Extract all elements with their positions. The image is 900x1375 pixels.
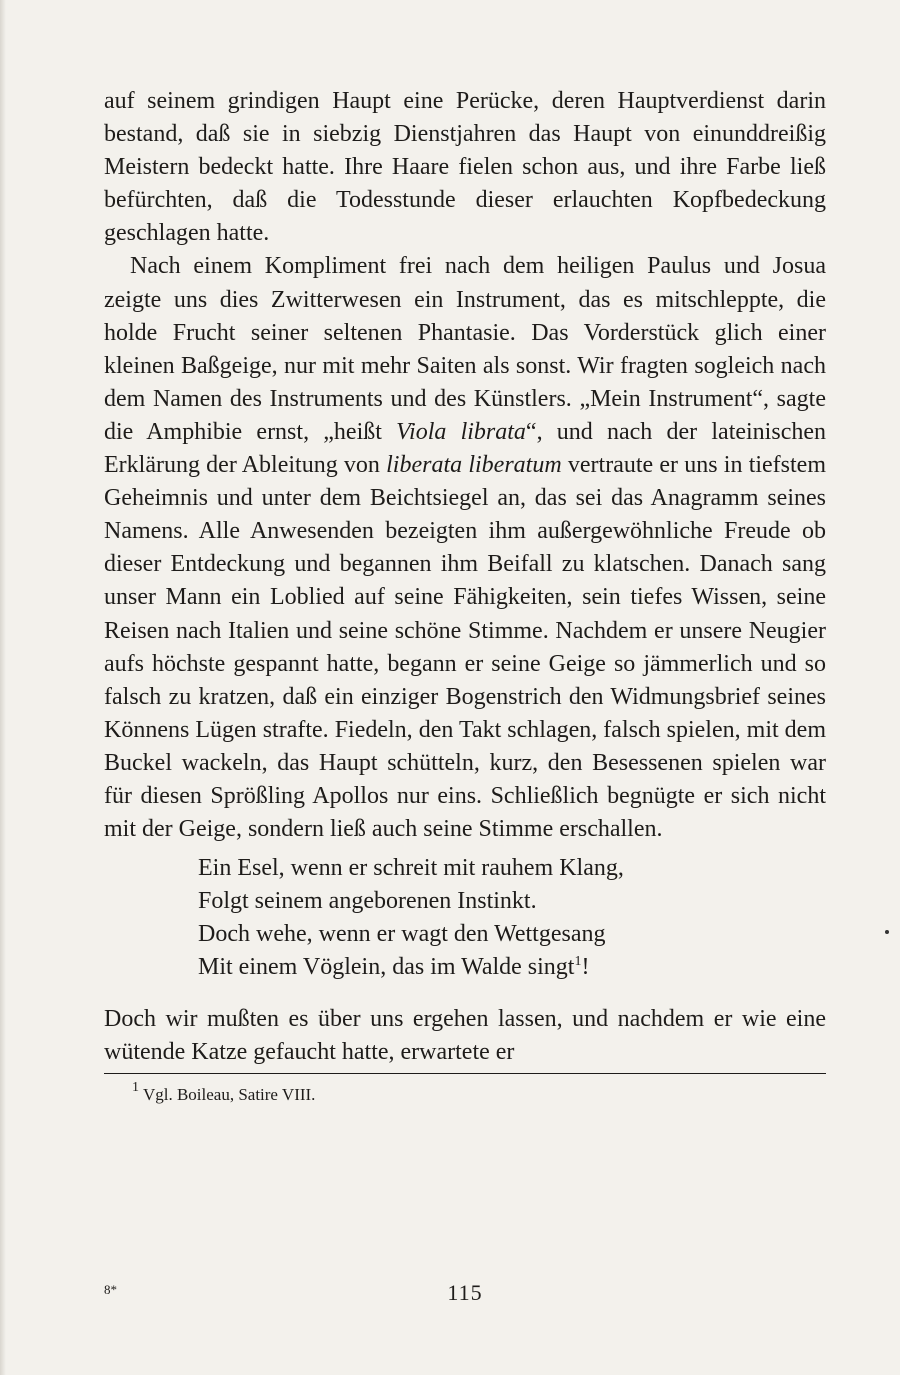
page-number: 115 [447,1280,483,1305]
text-run: “, und nach der lateinischen Erklärung der Ableitung von [104,418,826,479]
body-paragraph [104,85,826,250]
closing-paragraph: Doch wir mußten es über uns ergehen lassen, und nachdem er wie eine wütende Katze gefaucht hatte, erwartete er [104,1005,826,1065]
verse-line: Folgt seinem angeborenen Instinkt. [198,888,537,915]
footnote-text: Vgl. Boileau, Satire VIII. [142,1084,316,1104]
verse-line: Doch wehe, wenn er wagt den Wettgesang [198,921,606,948]
text-run: Nach einem Kompliment frei nach dem heiligen Paulus und Josua zeigte uns dies Zwitterwesen ein Instrument, das es mitschleppte, die holde Frucht seiner seltenen Phantasie. Das Vorderstück glich einer kleinen Baßgeige, nur mit mehr Saiten als sonst. Wir fragten sogleich nach dem Namen des Instruments und des Künstlers. „Mein Instrument“, sagte die Amphibie ernst, „heißt [104,253,826,445]
footnote-rule [104,1073,826,1074]
page-footer [104,1280,826,1320]
italic-term: Viola librata [396,418,526,445]
verse-line: Ein Esel, wenn er schreit mit rauhem Klang, [198,855,624,882]
text-run: vertraute er uns in tiefstem Geheimnis und unter dem Beichtsiegel an, das sei das Anagramm seines Namens. Alle Anwesenden bezeigten ihm außergewöhnliche Freude ob dieser Entdeckung und begannen ihm Beifall zu klatschen. Danach sang unser Mann ein Loblied auf seine Fähigkeiten, sein tiefes Wissen, seine Reisen nach Italien und seine schöne Stimme. Nachdem er unsere Neugier aufs höchste gespannt hatte, begann er seine Geige so jämmerlich und so falsch zu kratzen, daß ein einziger Bogenstrich den Widmungsbrief seines Könnens Lügen strafte. Fiedeln, den Takt schlagen, falsch spielen, mit dem Buckel wackeln, das Haupt schütteln, kurz, den Besessenen spielen war für diesen Sprößling Apollos nur eins. Schließlich begnügte er sich nicht mit der Geige, sondern ließ auch seine Stimme erschallen. [104,452,826,843]
book-page [104,85,826,1106]
page-left-edge [0,0,6,1375]
italic-term: liberata liberatum [386,452,562,479]
body-paragraph [104,250,826,846]
footnote-mark: 1 [132,1079,139,1095]
margin-mark [885,930,889,934]
body-text [104,85,826,846]
text-run: auf seinem grindigen Haupt eine Perücke, deren Hauptverdienst darin bestand, daß sie in siebzig Dienstjahren das Haupt von einunddreißig Meistern bedeckt hatte. Ihre Haare fielen schon aus, und ihre Farbe ließ befürchten, daß die Todesstunde dieser erlauchten Kopfbedeckung geschlagen hatte. [104,88,826,247]
verse-block [198,852,826,984]
verse-line: Mit einem Vöglein, das im Walde singt$^1$! [198,954,590,981]
signature-mark: 8* [104,1282,117,1297]
footnote [132,1079,826,1106]
footnote-reference: 1 [574,954,582,970]
